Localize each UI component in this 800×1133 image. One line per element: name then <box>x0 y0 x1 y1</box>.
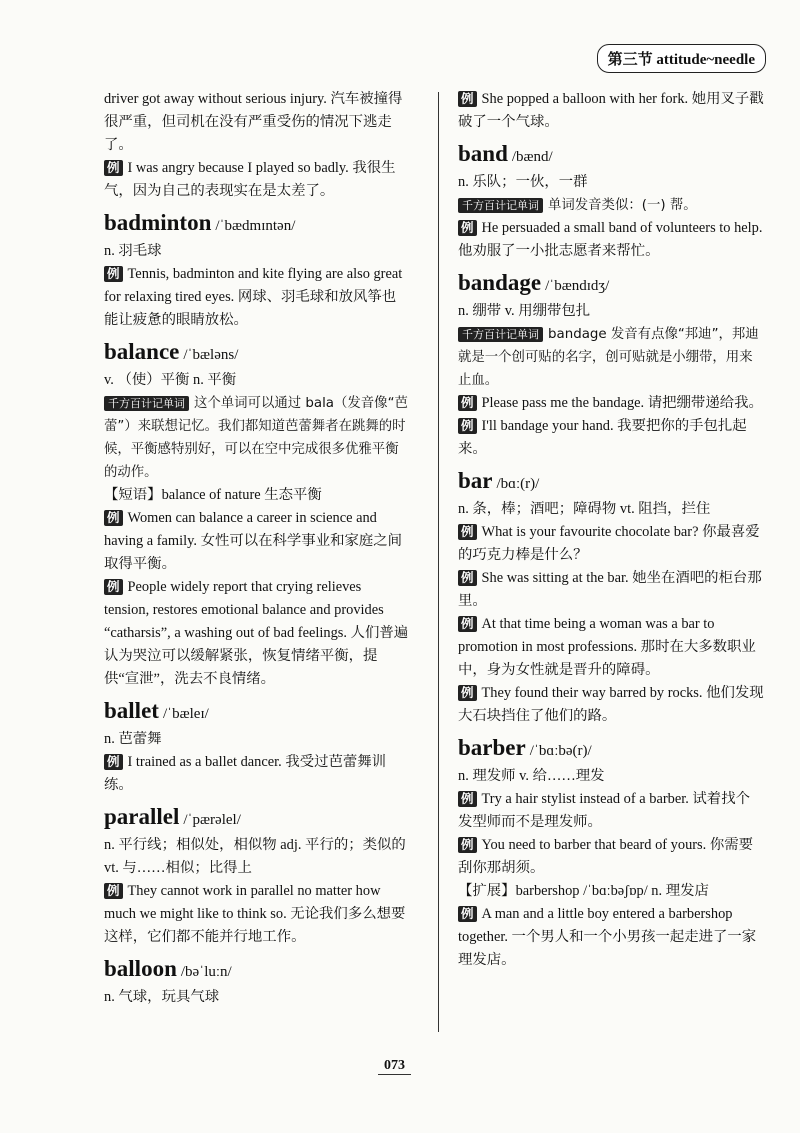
entry-barber <box>458 734 764 765</box>
example-mark: 例 <box>458 837 477 853</box>
example <box>458 903 764 972</box>
extension: 【扩展】barbershop /ˈbɑːbəʃɒp/ n. 理发店 <box>458 883 709 899</box>
example <box>104 880 410 949</box>
headword: ballet <box>104 698 159 723</box>
example <box>458 217 764 263</box>
phonetic: /bænd/ <box>511 149 553 165</box>
headword: band <box>458 141 508 166</box>
example <box>458 682 764 728</box>
example-mark: 例 <box>458 524 477 540</box>
phonetic: /ˈbæleɪ/ <box>162 706 209 722</box>
definition: n. 平行线；相似处，相似物 adj. 平行的；类似的 vt. 与……相似；比得上 <box>104 837 406 876</box>
example-text: You need to barber that beard of yours. 你需要刮你那胡须。 <box>458 837 754 876</box>
memory-tip <box>458 194 764 217</box>
entry-balloon <box>104 955 410 986</box>
example <box>458 834 764 880</box>
example-mark: 例 <box>458 685 477 701</box>
entry-parallel <box>104 803 410 834</box>
entry-badminton <box>104 209 410 240</box>
example-text: He persuaded a small band of volunteers to help. 他劝服了一小批志愿者来帮忙。 <box>458 220 763 259</box>
continued-text-content: driver got away without serious injury. 汽车被撞得很严重，但司机在没有严重受伤的情况下逃走了。 <box>104 91 403 153</box>
example-mark: 例 <box>104 266 123 282</box>
headword: parallel <box>104 804 180 829</box>
example-mark: 例 <box>458 570 477 586</box>
example <box>458 613 764 682</box>
headword: barber <box>458 735 526 760</box>
example-text: Try a hair stylist instead of a barber. 试着找个发型师而不是理发师。 <box>458 791 750 830</box>
right-column <box>458 88 764 972</box>
definition: n. 绷带 v. 用绷带包扎 <box>458 303 591 319</box>
example <box>458 521 764 567</box>
example-mark: 例 <box>458 616 477 632</box>
example <box>458 788 764 834</box>
example <box>104 576 410 691</box>
example-mark: 例 <box>458 220 477 236</box>
example-text: They found their way barred by rocks. 他们发现大石块挡住了他们的路。 <box>458 685 764 724</box>
example-text: Tennis, badminton and kite flying are also great for relaxing tired eyes. 网球、羽毛球和放风筝也能让疲惫的眼睛放松。 <box>104 266 403 328</box>
example <box>458 392 764 415</box>
example-mark: 例 <box>104 579 123 595</box>
memory-tip <box>104 392 410 484</box>
memory-tag: 千方百计记单词 <box>458 327 543 342</box>
definition: n. 理发师 v. 给……理发 <box>458 768 605 784</box>
example <box>104 157 410 203</box>
column-divider <box>438 92 439 1032</box>
headword: badminton <box>104 210 212 235</box>
headword: bar <box>458 468 493 493</box>
section-header-tag: 第三节 attitude~needle <box>597 44 766 73</box>
phonetic: /ˈbændɪdʒ/ <box>545 278 610 294</box>
entry-ballet <box>104 697 410 728</box>
memory-tip-text: 这个单词可以通过 bala（发音像“芭蕾”）来联想记忆。我们都知道芭蕾舞者在跳舞的时候，平衡感特别好，可以在空中完成很多优雅平衡的动作。 <box>104 396 408 480</box>
definition: n. 乐队；一伙，一群 <box>458 174 588 190</box>
entry-band <box>458 140 764 171</box>
entry-bar <box>458 467 764 498</box>
example-text: She popped a balloon with her fork. 她用叉子戳破了一个气球。 <box>458 91 764 130</box>
example <box>104 751 410 797</box>
example <box>458 415 764 461</box>
example-mark: 例 <box>458 791 477 807</box>
memory-tip-text: 单词发音类似：(一) 帮。 <box>548 198 697 213</box>
definition: n. 气球，玩具气球 <box>104 989 220 1005</box>
example-text: What is your favourite chocolate bar? 你最喜爱的巧克力棒是什么？ <box>458 524 760 563</box>
example-mark: 例 <box>104 754 123 770</box>
memory-tag: 千方百计记单词 <box>104 396 189 411</box>
definition: v. （使）平衡 n. 平衡 <box>104 372 237 388</box>
left-column <box>104 88 410 1009</box>
phonetic: /ˈbæləns/ <box>183 347 239 363</box>
definition: n. 条，棒；酒吧；障碍物 vt. 阻挡，拦住 <box>458 501 711 517</box>
entry-bandage <box>458 269 764 300</box>
example-text: I'll bandage your hand. 我要把你的手包扎起来。 <box>458 418 747 457</box>
example-text: They cannot work in parallel no matter how much we might like to think so. 无论我们多么想要这样，它们都不能并行地工作。 <box>104 883 406 945</box>
example-text: A man and a little boy entered a barbershop together. 一个男人和一个小男孩一起走进了一家理发店。 <box>458 906 757 968</box>
entry-balance <box>104 338 410 369</box>
example-mark: 例 <box>104 883 123 899</box>
phonetic: /bəˈluːn/ <box>180 964 232 980</box>
continued-text <box>104 88 410 157</box>
example-text: She was sitting at the bar. 她坐在酒吧的柜台那里。 <box>458 570 762 609</box>
phonetic: /bɑː(r)/ <box>496 476 540 492</box>
definition: n. 芭蕾舞 <box>104 731 162 747</box>
example-text: People widely report that crying relieves tension, restores emotional balance and provides “catharsis”, a washing out of bad feelings. 人们普遍认为哭泣可以缓解紧张，恢复情绪平衡，提供“宣泄”，洗去不良情绪。 <box>104 579 409 687</box>
headword: bandage <box>458 270 542 295</box>
example <box>104 507 410 576</box>
memory-tip <box>458 323 764 392</box>
definition: n. 羽毛球 <box>104 243 162 259</box>
example-text: Please pass me the bandage. 请把绷带递给我。 <box>481 395 763 411</box>
example-mark: 例 <box>458 418 477 434</box>
example-mark: 例 <box>458 91 477 107</box>
example-mark: 例 <box>458 395 477 411</box>
example-mark: 例 <box>104 160 123 176</box>
example-text: Women can balance a career in science and having a family. 女性可以在科学事业和家庭之间取得平衡。 <box>104 510 403 572</box>
page-number: 073 <box>378 1058 411 1075</box>
example <box>458 88 764 134</box>
example-mark: 例 <box>104 510 123 526</box>
example <box>104 263 410 332</box>
example-text: I was angry because I played so badly. 我很生气，因为自己的表现实在是太差了。 <box>104 160 396 199</box>
headword: balloon <box>104 956 177 981</box>
phrase: 【短语】balance of nature 生态平衡 <box>104 487 322 503</box>
example <box>458 567 764 613</box>
phonetic: /ˈpærəlel/ <box>183 812 241 828</box>
example-text: At that time being a woman was a bar to promotion in most professions. 那时在大多数职业中，身为女性就是晋升的障碍。 <box>458 616 756 678</box>
phonetic: /ˈbædmɪntən/ <box>215 218 296 234</box>
phonetic: /ˈbɑːbə(r)/ <box>529 743 592 759</box>
memory-tag: 千方百计记单词 <box>458 198 543 213</box>
example-text: I trained as a ballet dancer. 我受过芭蕾舞训练。 <box>104 754 387 793</box>
memory-tip-text: bandage 发音有点像“邦迪”，邦迪就是一个创可贴的名字，创可贴就是小绷带，用来止血。 <box>458 327 759 388</box>
headword: balance <box>104 339 180 364</box>
example-mark: 例 <box>458 906 477 922</box>
